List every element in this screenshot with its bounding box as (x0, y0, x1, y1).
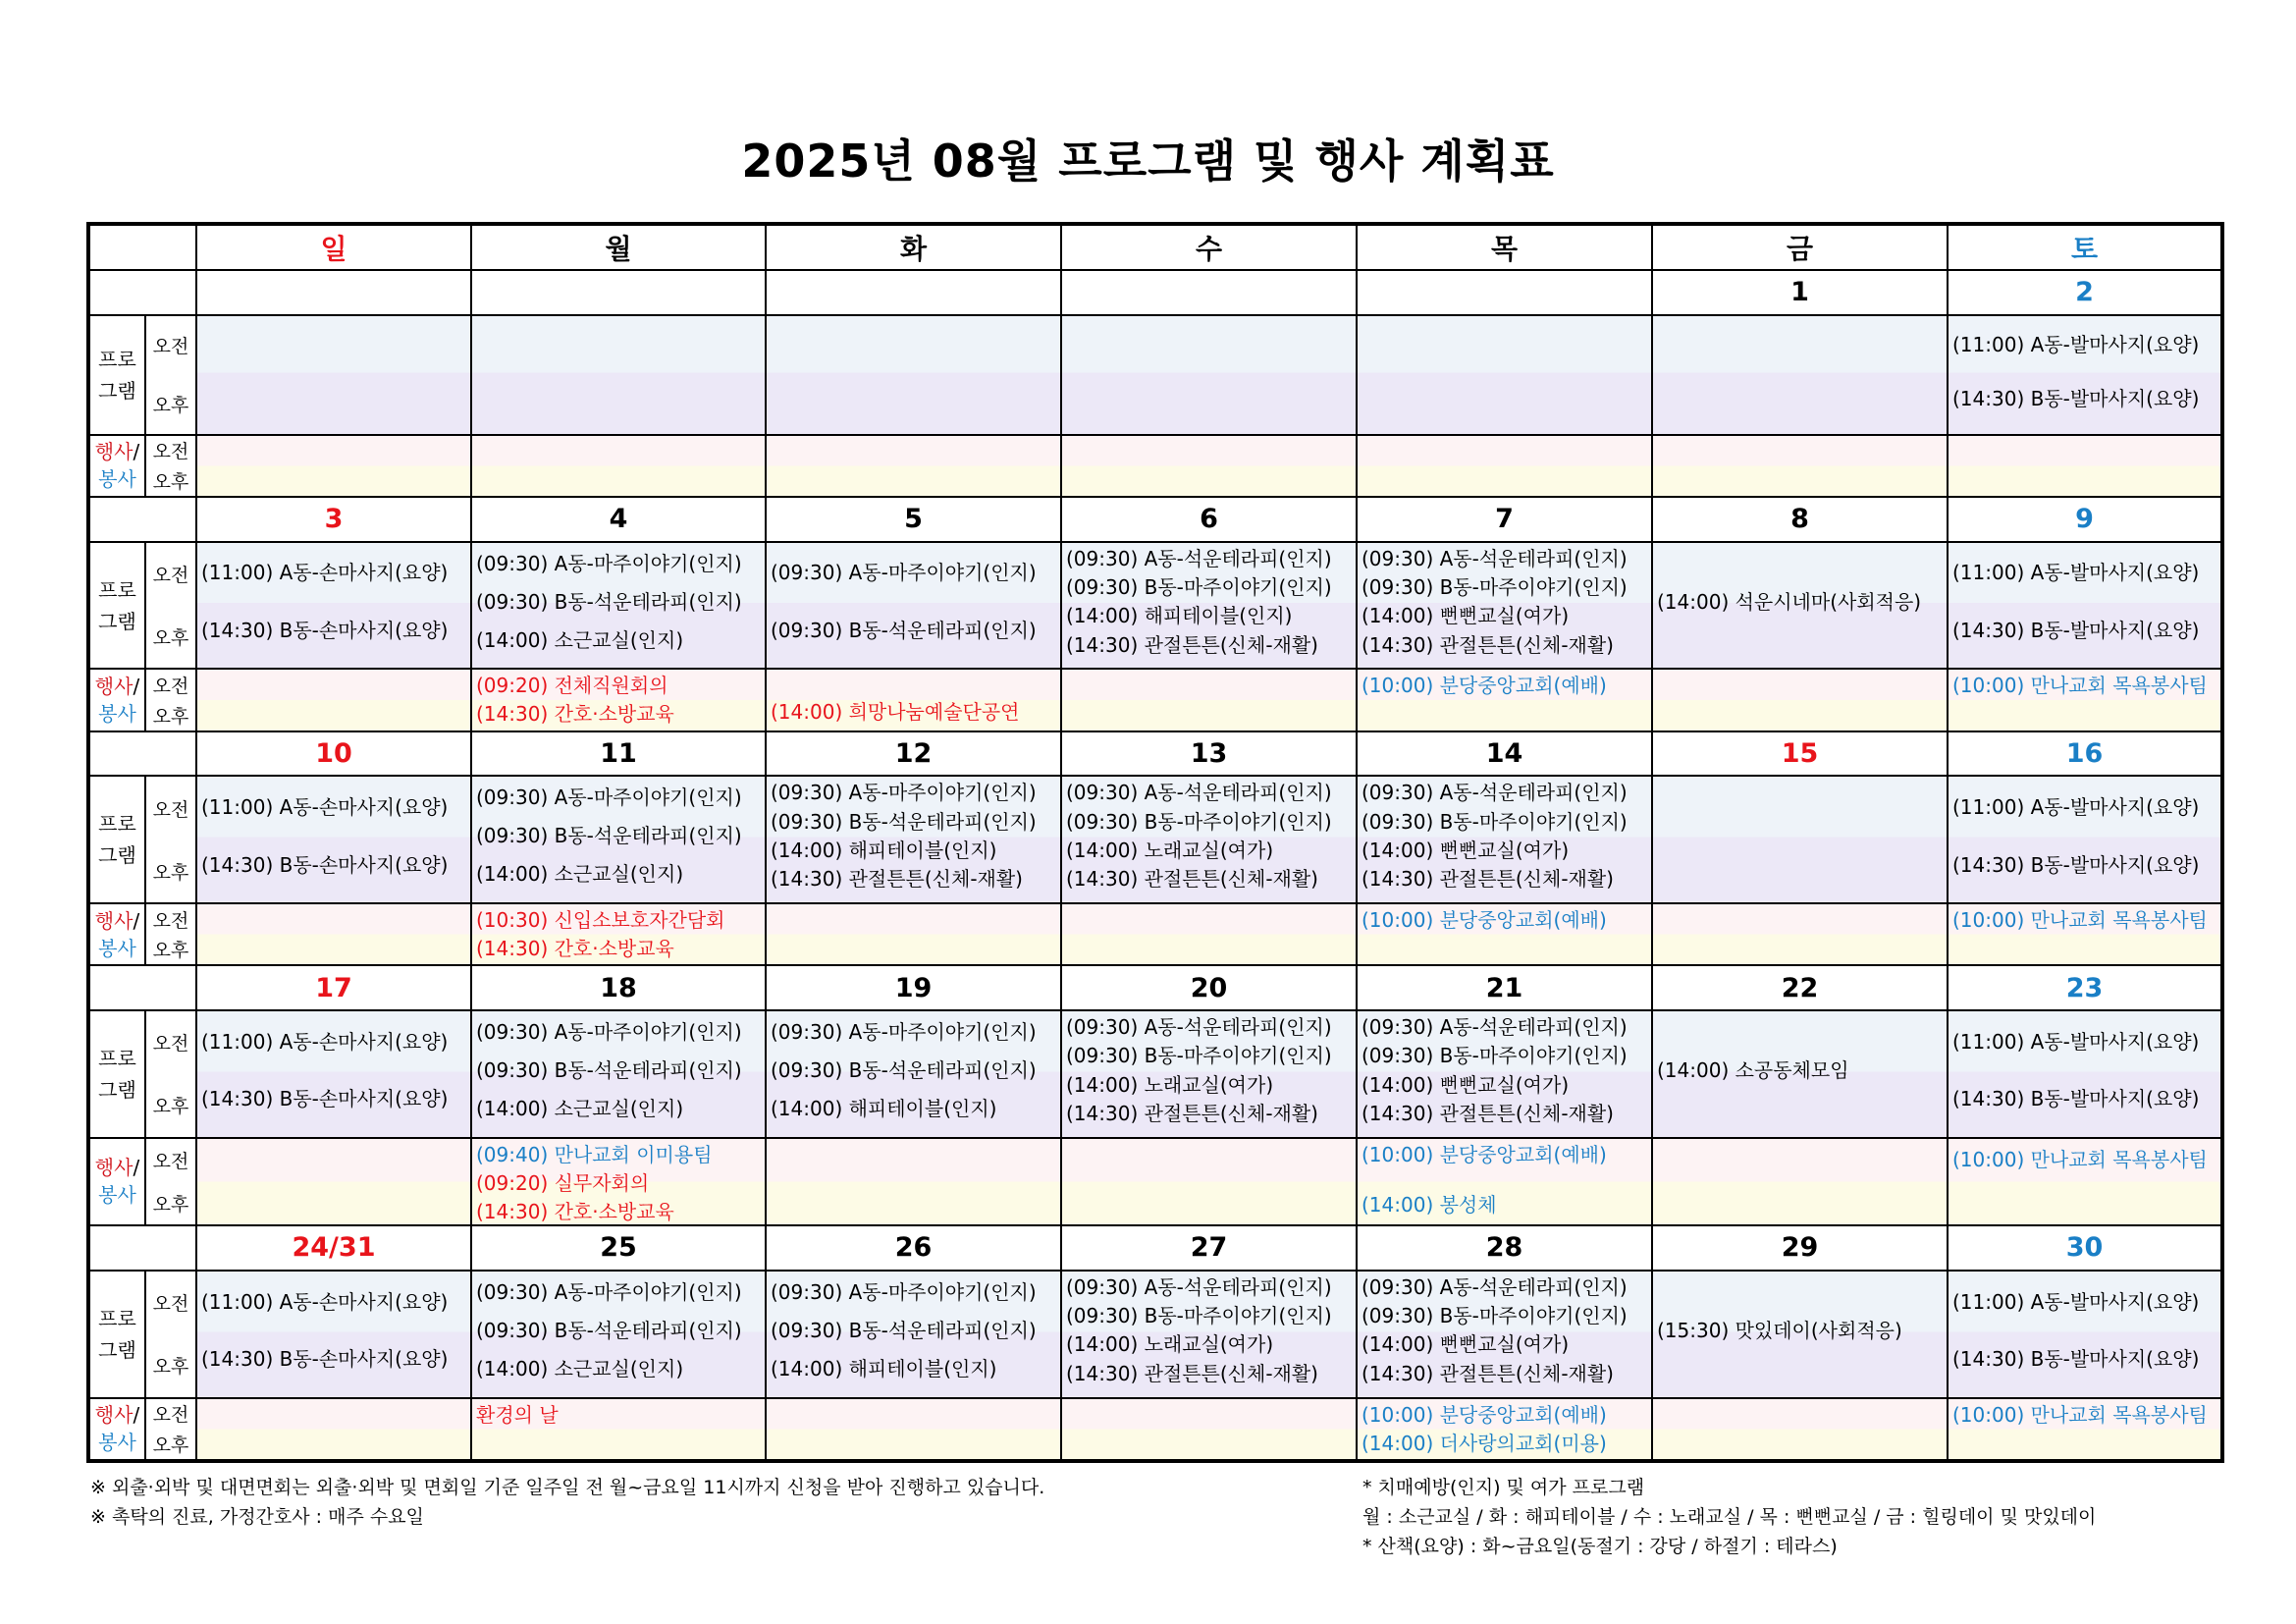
note-line: * 산책(요양) : 화~금요일(동절기 : 강당 / 하절기 : 테라스) (1362, 1536, 1838, 1557)
program-entry: (14:30) B동-발마사지(요양) (1952, 1347, 2200, 1372)
pm-label: 오후 (152, 626, 189, 649)
event-cell (766, 435, 1061, 497)
program-cell (471, 776, 766, 903)
program-entry: (15:30) 맛있데이(사회적응) (1657, 1318, 1902, 1342)
program-cell (1061, 542, 1357, 670)
pm-label: 오후 (152, 471, 189, 494)
program-entry: (09:30) B동-석운테라피(인지) (771, 1058, 1037, 1082)
date-cell: 27 (1061, 1225, 1357, 1271)
program-entry: (09:30) A동-마주이야기(인지) (771, 781, 1037, 805)
spacer (1358, 698, 1651, 725)
program-entry: (14:30) B동-발마사지(요양) (1952, 618, 2200, 642)
event-entry: (09:40) 만나교회 이미용팀 (476, 1142, 713, 1166)
program-ampm (145, 542, 196, 670)
event-cell (1061, 1138, 1357, 1225)
event-entry: (10:00) 만나교회 목욕봉사팀 (1952, 1148, 2208, 1172)
weekday-header: 일 (196, 224, 471, 270)
program-cell (1948, 1010, 2222, 1138)
program-entry: (14:00) 소근교실(인지) (476, 627, 684, 652)
program-entry: (09:30) B동-석운테라피(인지) (771, 809, 1037, 834)
program-entry: (14:30) 관절튼튼(신체-재활) (771, 867, 1023, 892)
program-cell (1652, 776, 1948, 903)
program-entry: (14:00) 해피테이블(인지) (771, 838, 997, 862)
program-entry: (09:30) A동-석운테라피(인지) (1066, 1015, 1332, 1040)
event-entry: (14:30) 간호·소방교육 (476, 937, 674, 961)
date-cell (766, 270, 1061, 315)
event-ampm (145, 669, 196, 731)
event-entry: (10:00) 만나교회 목욕봉사팀 (1952, 908, 2208, 933)
weekday-header: 목 (1357, 224, 1652, 270)
spacer (1653, 620, 1947, 658)
program-entry: (14:30) B동-손마사지(요양) (201, 618, 449, 642)
event-cell (1652, 1138, 1948, 1225)
event-entry (1358, 1167, 1651, 1189)
program-cell (1357, 315, 1652, 435)
program-entry: (14:30) 관절튼튼(신체-재활) (1362, 632, 1614, 657)
am-label: 오전 (152, 441, 189, 463)
pm-label: 오후 (152, 940, 189, 962)
date-cell: 7 (1357, 497, 1652, 542)
program-cell (471, 1271, 766, 1398)
program-label: 프로 그램 (88, 542, 145, 670)
program-ampm (145, 315, 196, 435)
calendar-table (86, 222, 2224, 1463)
event-entry: (10:00) 만나교회 목욕봉사팀 (1952, 674, 2208, 698)
program-entry: (11:00) A동-손마사지(요양) (201, 1289, 449, 1314)
event-cell (1948, 1398, 2222, 1461)
event-cell (196, 669, 471, 731)
program-entry: (14:30) 관절튼튼(신체-재활) (1362, 867, 1614, 892)
program-entry: (09:30) B동-마주이야기(인지) (1362, 1044, 1628, 1068)
pm-label: 오후 (152, 395, 189, 417)
program-entry: (09:30) A동-마주이야기(인지) (476, 1279, 742, 1304)
date-cell: 18 (471, 965, 766, 1010)
spacer (1653, 1011, 1947, 1050)
program-entry: (14:00) 석운시네마(사회적응) (1657, 589, 1922, 614)
date-row-label (88, 270, 196, 315)
event-cell (766, 669, 1061, 731)
program-cell (1948, 776, 2222, 903)
program-entry: (09:30) A동-마주이야기(인지) (771, 561, 1037, 585)
program-entry: (09:30) B동-마주이야기(인지) (1362, 809, 1628, 834)
event-entry: (14:00) 희망나눔예술단공연 (771, 700, 1020, 725)
date-cell: 29 (1652, 1225, 1948, 1271)
note-line: 월 : 소근교실 / 화 : 해피테이블 / 수 : 노래교실 / 목 : 뻔뻔교실 / 금 : 힐링데이 및 맛있데이 (1362, 1506, 2097, 1528)
date-cell: 2 (1948, 270, 2222, 315)
event-ampm (145, 1138, 196, 1225)
pm-label: 오후 (152, 1356, 189, 1379)
event-cell (766, 903, 1061, 965)
event-cell (1357, 435, 1652, 497)
event-cell (471, 903, 766, 965)
spacer (1949, 933, 2220, 959)
program-cell (1948, 315, 2222, 435)
spacer (1653, 1088, 1947, 1126)
date-cell (196, 270, 471, 315)
event-cell (1948, 903, 2222, 965)
event-cell (766, 1138, 1061, 1225)
pm-label: 오후 (152, 861, 189, 884)
event-cell (1357, 1138, 1652, 1225)
spacer (1949, 1428, 2220, 1454)
event-cell (1061, 669, 1357, 731)
am-label: 오전 (152, 1404, 189, 1427)
corner-cell (88, 224, 196, 270)
event-entry: (14:00) 더사랑의교회(미용) (1362, 1431, 1607, 1455)
date-cell: 24/31 (196, 1225, 471, 1271)
program-entry: (14:00) 소근교실(인지) (476, 1097, 684, 1120)
weekday-header: 수 (1061, 224, 1357, 270)
event-label: 행사/ 봉사 (88, 1138, 145, 1225)
spacer (1653, 543, 1947, 581)
event-ampm (145, 1398, 196, 1461)
date-cell: 1 (1652, 270, 1948, 315)
event-cell (1357, 669, 1652, 731)
event-entry: (10:00) 분당중앙교회(예배) (1362, 674, 1607, 698)
spacer (1949, 1178, 2220, 1218)
program-entry: (14:00) 소근교실(인지) (476, 1356, 684, 1380)
program-ampm (145, 1271, 196, 1398)
program-entry: (14:00) 노래교실(여가) (1066, 1072, 1274, 1097)
date-cell: 5 (766, 497, 1061, 542)
program-cell (1357, 1010, 1652, 1138)
event-cell (766, 1398, 1061, 1461)
program-entry: (14:30) 관절튼튼(신체-재활) (1066, 1101, 1318, 1125)
event-cell (1652, 903, 1948, 965)
weekday-header: 토 (1948, 224, 2222, 270)
event-entry: (14:00) 봉성체 (1362, 1192, 1497, 1217)
program-entry: (09:30) A동-석운테라피(인지) (1362, 1015, 1628, 1040)
event-cell (196, 1398, 471, 1461)
program-entry: (11:00) A동-발마사지(요양) (1952, 1289, 2200, 1314)
page-title: 2025년 08월 프로그램 및 행사 계획표 (741, 135, 1555, 188)
event-label: 행사/ 봉사 (88, 1398, 145, 1461)
program-entry: (14:00) 뻔뻔교실(여가) (1362, 1332, 1570, 1357)
event-entry: 환경의 날 (476, 1402, 559, 1427)
event-cell (1652, 1398, 1948, 1461)
program-cell (1652, 1010, 1948, 1138)
program-cell (1948, 542, 2222, 670)
program-entry: (09:30) B동-마주이야기(인지) (1066, 809, 1332, 834)
program-entry: (11:00) A동-손마사지(요양) (201, 561, 449, 585)
program-cell (1357, 1271, 1652, 1398)
program-cell (1357, 542, 1652, 670)
program-ampm (145, 776, 196, 903)
note-line: * 치매예방(인지) 및 여가 프로그램 (1362, 1477, 1645, 1498)
program-label: 프로 그램 (88, 1271, 145, 1398)
program-entry: (09:30) A동-석운테라피(인지) (1362, 546, 1628, 570)
program-entry: (09:30) B동-마주이야기(인지) (1066, 1044, 1332, 1068)
date-cell (1357, 270, 1652, 315)
note-line: ※ 외출·외박 및 대면면회는 외출·외박 및 면회일 기준 일주일 전 월~금요일 11시까지 신청을 받아 진행하고 있습니다. (90, 1477, 1045, 1498)
program-cell (196, 776, 471, 903)
event-cell (1652, 435, 1948, 497)
date-cell: 11 (471, 731, 766, 777)
date-cell: 14 (1357, 731, 1652, 777)
am-label: 오전 (152, 1293, 189, 1316)
program-entry: (09:30) A동-석운테라피(인지) (1362, 1274, 1628, 1299)
event-cell (1061, 435, 1357, 497)
event-cell (196, 903, 471, 965)
weekday-header: 월 (471, 224, 766, 270)
program-entry: (14:00) 해피테이블(인지) (1066, 604, 1293, 628)
program-entry: (14:30) 관절튼튼(신체-재활) (1362, 1361, 1614, 1385)
program-entry: (14:30) B동-발마사지(요양) (1952, 386, 2200, 410)
event-entry: (10:00) 분당중앙교회(예배) (1362, 908, 1607, 933)
am-label: 오전 (152, 1151, 189, 1173)
date-cell: 13 (1061, 731, 1357, 777)
date-cell: 8 (1652, 497, 1948, 542)
program-cell (1061, 1271, 1357, 1398)
date-row-label (88, 1225, 196, 1271)
event-cell (1948, 1138, 2222, 1225)
date-cell: 10 (196, 731, 471, 777)
program-entry: (14:30) B동-발마사지(요양) (1952, 1087, 2200, 1111)
event-entry: (10:30) 신입소보호자간담회 (476, 908, 725, 933)
event-cell (1948, 435, 2222, 497)
program-entry: (11:00) A동-발마사지(요양) (1952, 332, 2200, 356)
pm-label: 오후 (152, 705, 189, 728)
program-entry: (11:00) A동-발마사지(요양) (1952, 561, 2200, 585)
date-cell: 20 (1061, 965, 1357, 1010)
program-entry: (09:30) B동-석운테라피(인지) (771, 618, 1037, 642)
date-cell: 23 (1948, 965, 2222, 1010)
notes-left (90, 1473, 1044, 1532)
am-label: 오전 (152, 565, 189, 587)
program-cell (766, 1271, 1061, 1398)
event-ampm (145, 903, 196, 965)
date-cell: 4 (471, 497, 766, 542)
event-cell (1652, 669, 1948, 731)
event-cell (1061, 903, 1357, 965)
program-entry: (14:30) B동-손마사지(요양) (201, 852, 449, 877)
date-cell: 30 (1948, 1225, 2222, 1271)
program-cell (1652, 1271, 1948, 1398)
program-entry: (09:30) A동-마주이야기(인지) (476, 1020, 742, 1044)
program-label: 프로 그램 (88, 1010, 145, 1138)
spacer (1949, 698, 2220, 725)
program-entry: (09:30) A동-석운테라피(인지) (1362, 781, 1628, 805)
date-cell: 9 (1948, 497, 2222, 542)
program-entry: (11:00) A동-손마사지(요양) (201, 1029, 449, 1054)
event-cell (471, 669, 766, 731)
spacer (472, 1428, 765, 1454)
date-cell: 15 (1652, 731, 1948, 777)
program-entry: (14:00) 뻔뻔교실(여가) (1362, 604, 1570, 628)
program-entry: (14:30) 관절튼튼(신체-재활) (1066, 867, 1318, 892)
program-entry: (09:30) A동-마주이야기(인지) (476, 785, 742, 810)
event-ampm (145, 435, 196, 497)
program-entry: (09:30) B동-마주이야기(인지) (1362, 1304, 1628, 1328)
program-entry: (09:30) B동-석운테라피(인지) (476, 589, 742, 614)
event-cell (471, 435, 766, 497)
program-entry: (09:30) B동-마주이야기(인지) (1066, 1304, 1332, 1328)
program-cell (766, 315, 1061, 435)
date-cell: 17 (196, 965, 471, 1010)
event-entry: (09:20) 실무자회의 (476, 1170, 650, 1195)
program-entry: (11:00) A동-발마사지(요양) (1952, 1029, 2200, 1054)
date-cell: 26 (766, 1225, 1061, 1271)
spacer (1653, 1348, 1947, 1386)
event-cell (471, 1138, 766, 1225)
program-cell (1061, 315, 1357, 435)
program-entry: (11:00) A동-발마사지(요양) (1952, 795, 2200, 820)
program-cell (471, 1010, 766, 1138)
event-cell (471, 1398, 766, 1461)
note-line: ※ 촉탁의 진료, 가정간호사 : 매주 수요일 (90, 1506, 424, 1528)
program-cell (766, 776, 1061, 903)
program-entry: (09:30) B동-석운테라피(인지) (771, 1318, 1037, 1342)
event-entry: (10:00) 만나교회 목욕봉사팀 (1952, 1402, 2208, 1427)
program-cell (766, 1010, 1061, 1138)
program-cell (471, 542, 766, 670)
program-entry: (09:30) B동-석운테라피(인지) (476, 824, 742, 848)
program-entry: (09:30) A동-석운테라피(인지) (1066, 546, 1332, 570)
event-cell (1357, 1398, 1652, 1461)
am-label: 오전 (152, 909, 189, 932)
event-label: 행사/ 봉사 (88, 903, 145, 965)
event-entry: (10:00) 분당중앙교회(예배) (1362, 1402, 1607, 1427)
event-cell (1061, 1398, 1357, 1461)
date-cell: 21 (1357, 965, 1652, 1010)
program-cell (196, 1010, 471, 1138)
program-entry: (14:30) B동-발마사지(요양) (1952, 852, 2200, 877)
program-cell (196, 1271, 471, 1398)
date-cell (471, 270, 766, 315)
program-entry: (14:00) 해피테이블(인지) (771, 1356, 997, 1380)
date-cell: 25 (471, 1225, 766, 1271)
date-cell: 19 (766, 965, 1061, 1010)
program-entry: (14:30) 관절튼튼(신체-재활) (1362, 1101, 1614, 1125)
program-entry: (09:30) A동-마주이야기(인지) (771, 1279, 1037, 1304)
program-cell (1948, 1271, 2222, 1398)
program-entry: (14:00) 뻔뻔교실(여가) (1362, 1072, 1570, 1097)
pm-label: 오후 (152, 1193, 189, 1216)
weekday-header: 화 (766, 224, 1061, 270)
program-ampm (145, 1010, 196, 1138)
date-cell: 28 (1357, 1225, 1652, 1271)
program-cell (766, 542, 1061, 670)
program-entry: (09:30) B동-마주이야기(인지) (1066, 575, 1332, 600)
program-entry: (09:30) B동-마주이야기(인지) (1362, 575, 1628, 600)
program-entry: (14:00) 뻔뻔교실(여가) (1362, 838, 1570, 862)
event-cell (1357, 903, 1652, 965)
am-label: 오전 (152, 1033, 189, 1056)
program-cell (1357, 776, 1652, 903)
program-entry: (14:30) B동-손마사지(요양) (201, 1347, 449, 1372)
program-cell (1061, 776, 1357, 903)
program-label: 프로 그램 (88, 315, 145, 435)
date-row-label (88, 965, 196, 1010)
event-cell (196, 1138, 471, 1225)
am-label: 오전 (152, 676, 189, 698)
event-label: 행사/ 봉사 (88, 435, 145, 497)
program-cell (1652, 542, 1948, 670)
pm-label: 오후 (152, 1096, 189, 1118)
program-cell (196, 542, 471, 670)
program-entry: (11:00) A동-손마사지(요양) (201, 795, 449, 820)
program-cell (1061, 1010, 1357, 1138)
program-cell (196, 315, 471, 435)
event-cell (1948, 669, 2222, 731)
date-row-label (88, 497, 196, 542)
event-entry: (14:30) 간호·소방교육 (476, 702, 674, 727)
program-entry: (09:30) A동-마주이야기(인지) (771, 1020, 1037, 1044)
event-label: 행사/ 봉사 (88, 669, 145, 731)
program-entry: (14:30) 관절튼튼(신체-재활) (1066, 1361, 1318, 1385)
program-entry: (09:30) A동-마주이야기(인지) (476, 551, 742, 575)
event-entry: (09:20) 전체직원회의 (476, 674, 668, 698)
event-cell (196, 435, 471, 497)
am-label: 오전 (152, 336, 189, 358)
program-entry: (14:30) 관절튼튼(신체-재활) (1066, 632, 1318, 657)
program-entry: (14:00) 소공동체모임 (1657, 1058, 1849, 1082)
date-cell: 6 (1061, 497, 1357, 542)
program-entry: (14:00) 해피테이블(인지) (771, 1097, 997, 1120)
program-entry: (14:00) 노래교실(여가) (1066, 1332, 1274, 1357)
spacer (1358, 933, 1651, 959)
program-entry: (09:30) A동-석운테라피(인지) (1066, 781, 1332, 805)
event-entry: (10:00) 분당중앙교회(예배) (1362, 1142, 1607, 1166)
program-entry: (14:00) 노래교실(여가) (1066, 838, 1274, 862)
event-entry: (14:30) 간호·소방교육 (476, 1199, 674, 1223)
spacer (1653, 1272, 1947, 1310)
am-label: 오전 (152, 798, 189, 821)
program-entry: (09:30) B동-석운테라피(인지) (476, 1058, 742, 1082)
program-entry: (14:30) B동-손마사지(요양) (201, 1087, 449, 1111)
date-row-label (88, 731, 196, 777)
program-label: 프로 그램 (88, 776, 145, 903)
program-cell (1652, 315, 1948, 435)
date-cell (1061, 270, 1357, 315)
pm-label: 오후 (152, 1435, 189, 1457)
notes-right (1362, 1473, 2096, 1561)
program-entry: (09:30) B동-석운테라피(인지) (476, 1318, 742, 1342)
date-cell: 22 (1652, 965, 1948, 1010)
program-entry: (09:30) A동-석운테라피(인지) (1066, 1274, 1332, 1299)
program-cell (471, 315, 766, 435)
date-cell: 12 (766, 731, 1061, 777)
date-cell: 16 (1948, 731, 2222, 777)
weekday-header: 금 (1652, 224, 1948, 270)
date-cell: 3 (196, 497, 471, 542)
program-entry: (14:00) 소근교실(인지) (476, 862, 684, 887)
